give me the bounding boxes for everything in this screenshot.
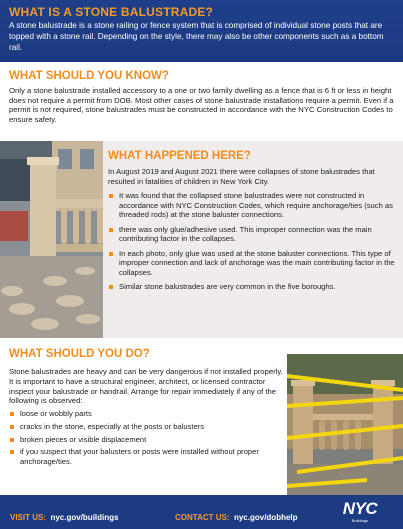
hero-section [0,0,403,62]
list-item: cracks in the stone, especially at the posts or balusters [9,422,285,432]
list-item: In each photo, only glue was used at the stone baluster connections. This type of improper connection and lack of anchorage was the main contributing factor in the collapses. [108,249,396,278]
contact-label: CONTACT US: [175,513,230,522]
logo-nyc-text: NYC [342,499,378,518]
list-item: there was only glue/adhesive used. This improper connection was the main contributing factor in the collapses. [108,225,396,244]
todo-intro: Stone balustrades are heavy and can be very dangerous if not installed properly. It is important to have a structural engineer, architect, or licensed contractor inspect your balustrade or handrail. Arrange for repair immediately if any of the following is observed: [9,367,283,406]
contact-us [175,507,298,525]
contact-link[interactable]: nyc.gov/dobhelp [233,513,298,522]
bullet-square-icon [10,450,14,454]
happened-list [108,191,396,292]
todo-content [9,347,285,470]
bullet-square-icon [109,194,113,198]
know-text: Only a stone balustrade installed accessory to a one or two family dwelling as a fence that is 6 ft or less in height does not require a permit from DOB. Most other cases of stone balustrade installations require a permit. Even if a permit is not required, stone balustrades must be constructed in accordance with the NYC Construction Codes to ensure safety. [9,86,394,124]
bullet-square-icon [109,228,113,232]
list-item: It was found that the collapsed stone balustrades were not constructed in accordance with NYC Construction Codes, which require anchorage/ties (such as threaded rods) at the stone baluster connections. [108,191,396,220]
police-tape-balustrade-photo [287,354,403,495]
happened-content [108,149,396,297]
happened-section [0,141,403,338]
visit-label: VISIT US: [10,513,47,522]
bullet-square-icon [10,425,14,429]
happened-intro: In August 2019 and August 2021 there were collapses of stone balustrades that resulted in fatalities of children in New York City. [108,167,375,186]
bullet-square-icon [10,412,14,416]
visit-us [10,507,118,525]
nyc-buildings-logo [340,499,380,523]
list-item: Similar stone balustrades are very common in the five boroughs. [108,282,396,292]
todo-title: WHAT SHOULD YOU DO? [9,348,150,360]
todo-list [9,409,285,467]
bullet-square-icon [10,438,14,442]
bullet-square-icon [109,285,113,289]
list-item: if you suspect that your balusters or posts were installed without proper anchorage/ties. [9,447,285,466]
visit-link[interactable]: nyc.gov/buildings [50,513,119,522]
happened-title: WHAT HAPPENED HERE? [108,150,251,162]
footer [0,495,403,529]
bullet-square-icon [109,252,113,256]
list-item: loose or wobbly parts [9,409,285,419]
hero-text: A stone balustrade is a stone railing or fence system that is comprised of individual stone posts that are topped with a stone rail. Depending on the style, there may also be other components such as a bottom rail. [9,21,384,52]
know-section [0,66,403,138]
hero-title: WHAT IS A STONE BALUSTRADE? [9,5,214,19]
collapsed-balustrade-photo [0,141,103,338]
know-title: WHAT SHOULD YOU KNOW? [9,70,169,82]
list-item: broken pieces or visible displacement [9,435,285,445]
logo-buildings-text: Buildings [351,518,369,523]
